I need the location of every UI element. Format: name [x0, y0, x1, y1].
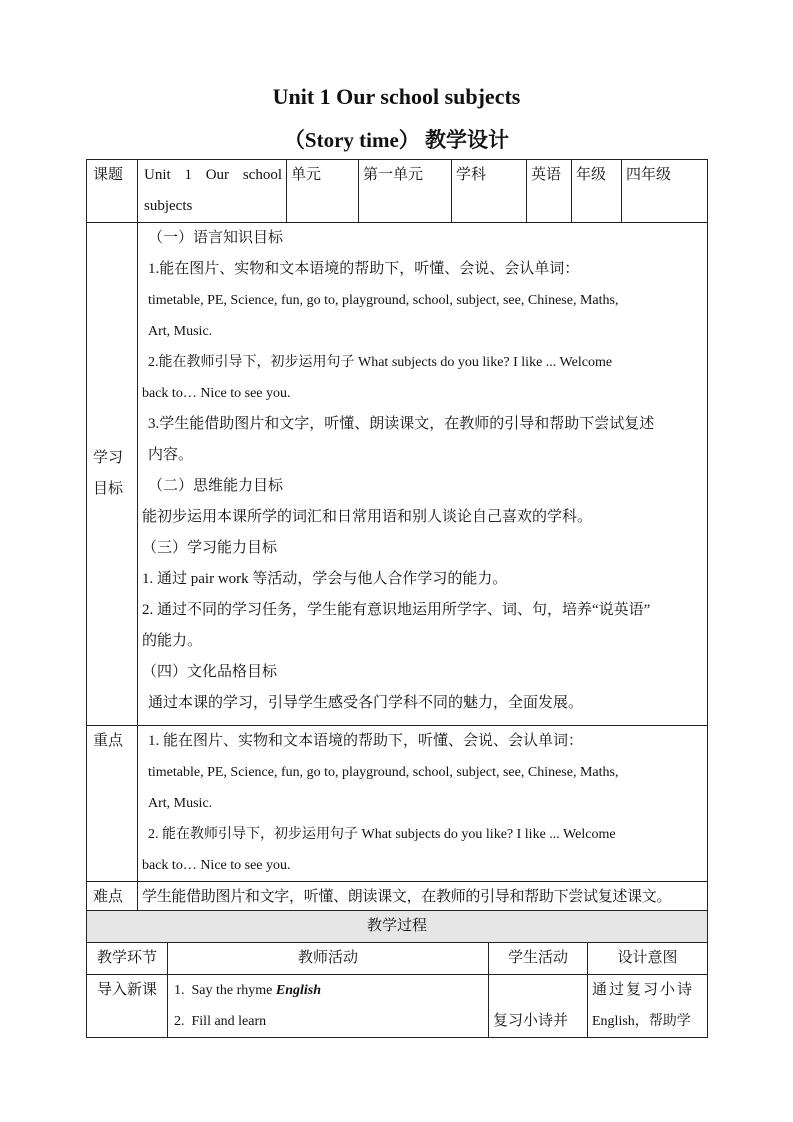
teacher-item-2: 2. Fill and learn: [174, 1014, 267, 1029]
grade-value: 四年级: [622, 160, 708, 223]
objectives-row: [87, 223, 708, 726]
subject-value: 英语: [527, 160, 572, 223]
unit-label: 单元: [287, 160, 359, 223]
grade-label: 年级: [572, 160, 622, 223]
unit-value: 第一单元: [359, 160, 452, 223]
objectives-content: [138, 223, 708, 726]
key-points-label: 重点: [87, 726, 138, 882]
document-title: Unit 1 Our school subjects: [272, 84, 521, 109]
difficulty-row: [87, 882, 708, 914]
lesson-plan-table: [86, 159, 708, 914]
topic-label: 课题: [87, 160, 138, 223]
objective-line: back to… Nice to see you.: [142, 386, 291, 401]
key-points-content: [138, 726, 708, 882]
student-activity-cell: 复习小诗并: [489, 975, 588, 1038]
objective-line: 3.学生能借助图片和文字，听懂、朗读课文，在教师的引导和帮助下尝试复述: [148, 416, 655, 432]
teacher-item-1: [174, 975, 484, 1006]
process-table: [86, 910, 708, 1038]
objective-line: （三）学习能力目标: [142, 540, 278, 556]
objective-line: 1. 通过 pair work 等活动，学会与他人合作学习的能力。: [142, 571, 508, 587]
process-header-row: [87, 911, 708, 943]
col-purpose-header: 设计意图: [588, 943, 708, 975]
objective-line: （二）思维能力目标: [148, 478, 284, 494]
teacher-activity-cell: [168, 975, 489, 1038]
col-stage-header: 教学环节: [87, 943, 168, 975]
topic-value: Unit 1 Our school subjects: [138, 160, 287, 223]
info-row: [87, 160, 708, 223]
stage-cell: 导入新课: [87, 975, 168, 1038]
process-header: 教学过程: [87, 911, 708, 943]
teacher-item-1-text: 1. Say the rhyme: [174, 983, 276, 998]
objective-line: Art, Music.: [148, 324, 213, 339]
key-point-line: back to… Nice to see you.: [142, 858, 291, 873]
purpose-line-1: 通过复习小诗: [592, 982, 695, 998]
objective-line: 2.能在教师引导下，初步运用句子 What subjects do you like? I like ... Welcome: [148, 355, 613, 370]
key-point-line: 1. 能在图片、实物和文本语境的帮助下，听懂、会说、会认单词：: [148, 733, 584, 749]
process-row: [87, 975, 708, 1038]
document-subtitle: （Story time） 教学设计: [283, 128, 510, 152]
process-columns-row: [87, 943, 708, 975]
objective-line: 能初步运用本课所学的词汇和日常用语和别人谈论自己喜欢的学科。: [142, 509, 593, 525]
col-student-header: 学生活动: [489, 943, 588, 975]
key-point-line: 2. 能在教师引导下，初步运用句子 What subjects do you like? I like ... Welcome: [148, 827, 616, 842]
key-point-line: timetable, PE, Science, fun, go to, playground, school, subject, see, Chinese, Maths,: [148, 765, 619, 780]
teacher-item-1-emphasis: English: [275, 983, 322, 998]
difficulty-label: 难点: [87, 882, 138, 914]
objective-line: timetable, PE, Science, fun, go to, playground, school, subject, see, Chinese, Maths,: [148, 293, 619, 308]
objective-line: 1.能在图片、实物和文本语境的帮助下，听懂、会说、会认单词：: [148, 261, 580, 277]
objective-line: 的能力。: [142, 633, 203, 649]
objectives-label-line1: 学习: [93, 450, 124, 466]
purpose-line-2: English，帮助学: [592, 1014, 691, 1029]
objective-line: （四）文化品格目标: [142, 664, 278, 680]
objective-line: 内容。: [148, 447, 194, 463]
objective-line: 2. 通过不同的学习任务，学生能有意识地运用所学字、词、句，培养“说英语”: [142, 602, 651, 618]
purpose-cell: [588, 975, 708, 1038]
subject-label: 学科: [452, 160, 527, 223]
objectives-label: [87, 223, 138, 726]
objective-line: 通过本课的学习，引导学生感受各门学科不同的魅力，全面发展。: [148, 695, 584, 711]
objective-line: （一）语言知识目标: [148, 230, 284, 246]
difficulty-content: 学生能借助图片和文字，听懂、朗读课文，在教师的引导和帮助下尝试复述课文。: [138, 882, 708, 914]
key-point-line: Art, Music.: [148, 796, 213, 811]
key-points-row: [87, 726, 708, 882]
col-teacher-header: 教师活动: [168, 943, 489, 975]
objectives-label-line2: 目标: [93, 481, 124, 497]
